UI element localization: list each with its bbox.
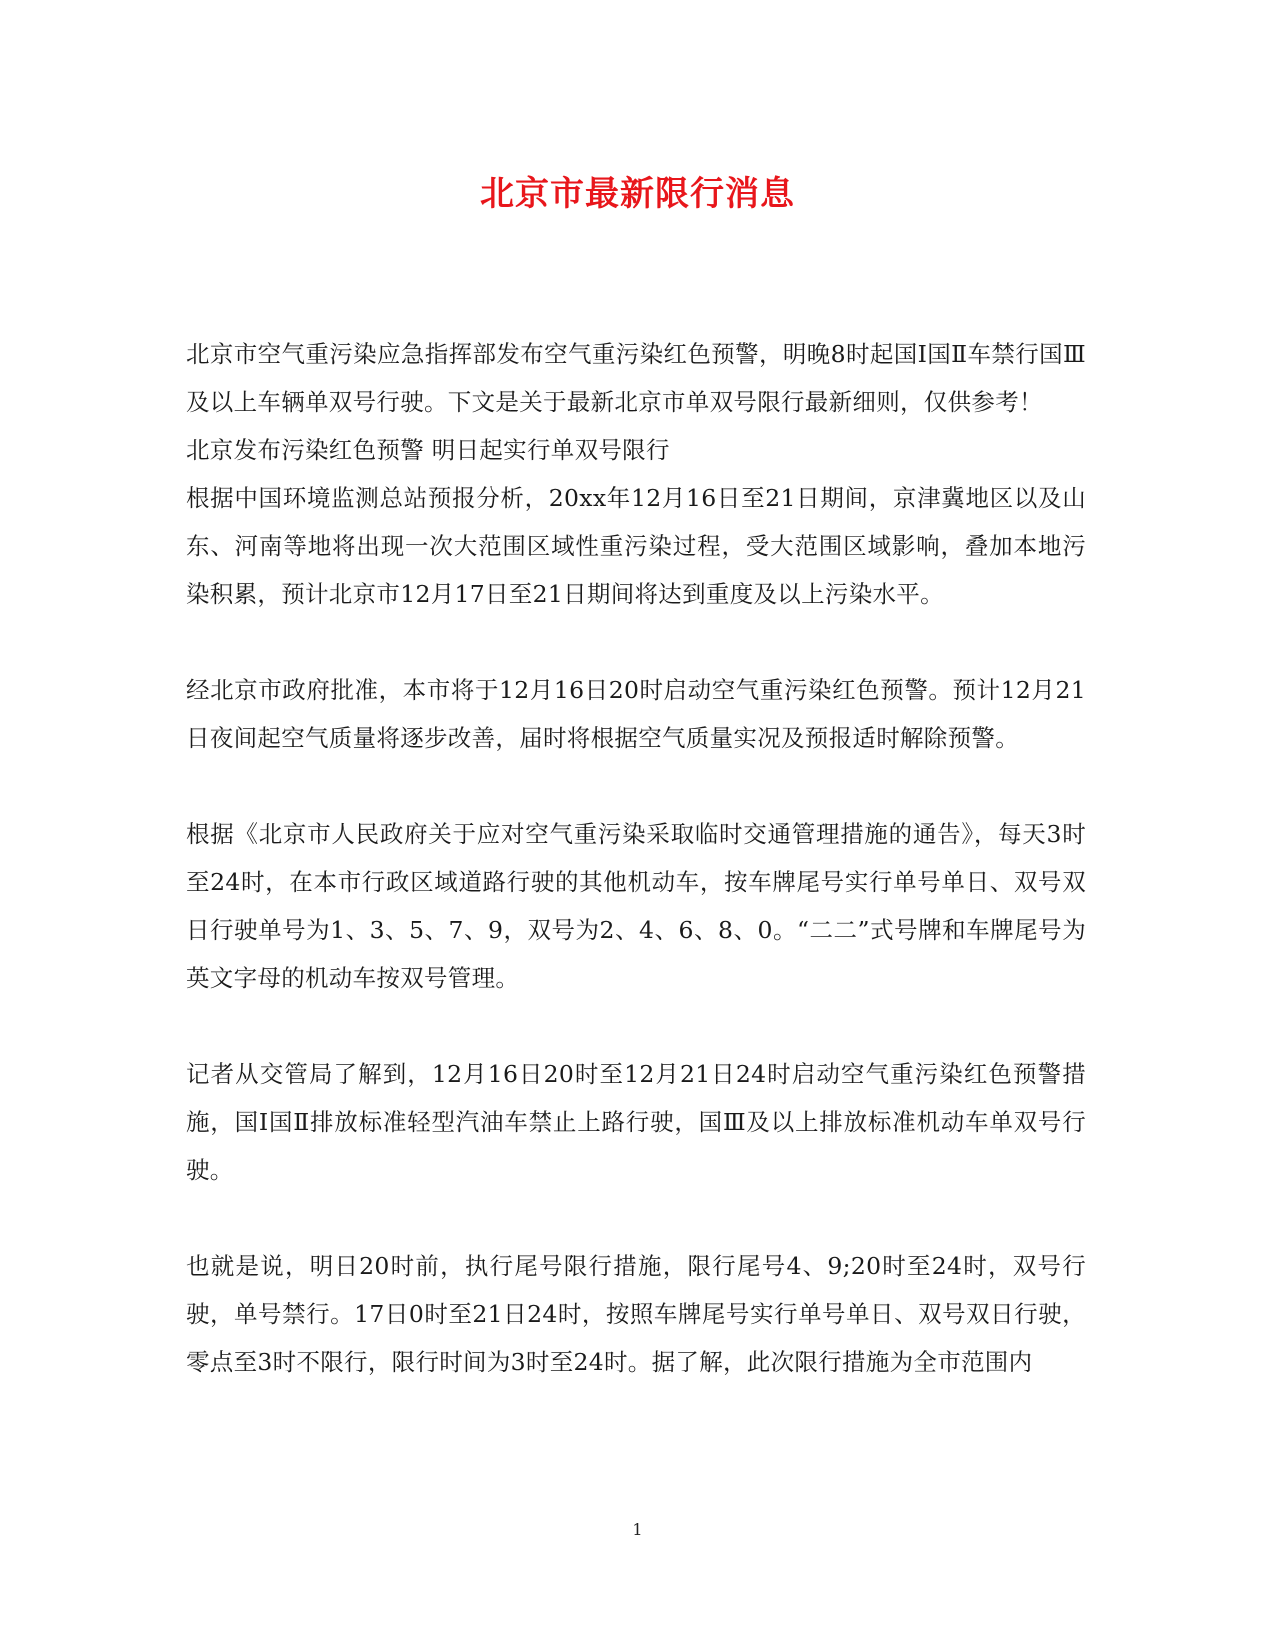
document-title: 北京市最新限行消息 (480, 174, 795, 214)
paragraph-subheading: 北京发布污染红色预警 明日起实行单双号限行 (186, 436, 670, 464)
document-body (186, 330, 1086, 1386)
page-number: 1 (632, 1520, 643, 1539)
paragraph-schedule: 也就是说，明日20时前，执行尾号限行措施，限行尾号4、9;20时至24时，双号行驶，单号禁行。17日0时至21日24时，按照车牌尾号实行单号单日、双号双日行驶，零点至3时不限行，限行时间为3时至24时。据了解，此次限行措施为全市范围内 (186, 1252, 1086, 1376)
paragraph-gap (186, 762, 1086, 810)
paragraph-gap (186, 1002, 1086, 1050)
paragraph-approval: 经北京市政府批准，本市将于12月16日20时启动空气重污染红色预警。预计12月21日夜间起空气质量将逐步改善，届时将根据空气质量实况及预报适时解除预警。 (186, 676, 1086, 752)
paragraph-intro: 北京市空气重污染应急指挥部发布空气重污染红色预警，明晚8时起国Ⅰ国Ⅱ车禁行国Ⅲ及以上车辆单双号行驶。下文是关于最新北京市单双号限行最新细则，仅供参考！ (186, 340, 1086, 416)
paragraph-traffic-bureau: 记者从交管局了解到，12月16日20时至12月21日24时启动空气重污染红色预警措施，国Ⅰ国Ⅱ排放标准轻型汽油车禁止上路行驶，国Ⅲ及以上排放标准机动车单双号行驶。 (186, 1060, 1086, 1184)
paragraph-gap (186, 1194, 1086, 1242)
paragraph-gap (186, 618, 1086, 666)
paragraph-notice: 根据《北京市人民政府关于应对空气重污染采取临时交通管理措施的通告》，每天3时至24时，在本市行政区域道路行驶的其他机动车，按车牌尾号实行单号单日、双号双日行驶单号为1、3、5、7、9，双号为2、4、6、8、0。“二二”式号牌和车牌尾号为英文字母的机动车按双号管理。 (186, 820, 1086, 992)
paragraph-forecast: 根据中国环境监测总站预报分析，20xx年12月16日至21日期间，京津冀地区以及山东、河南等地将出现一次大范围区域性重污染过程，受大范围区域影响，叠加本地污染积累，预计北京市12月17日至21日期间将达到重度及以上污染水平。 (186, 484, 1086, 608)
